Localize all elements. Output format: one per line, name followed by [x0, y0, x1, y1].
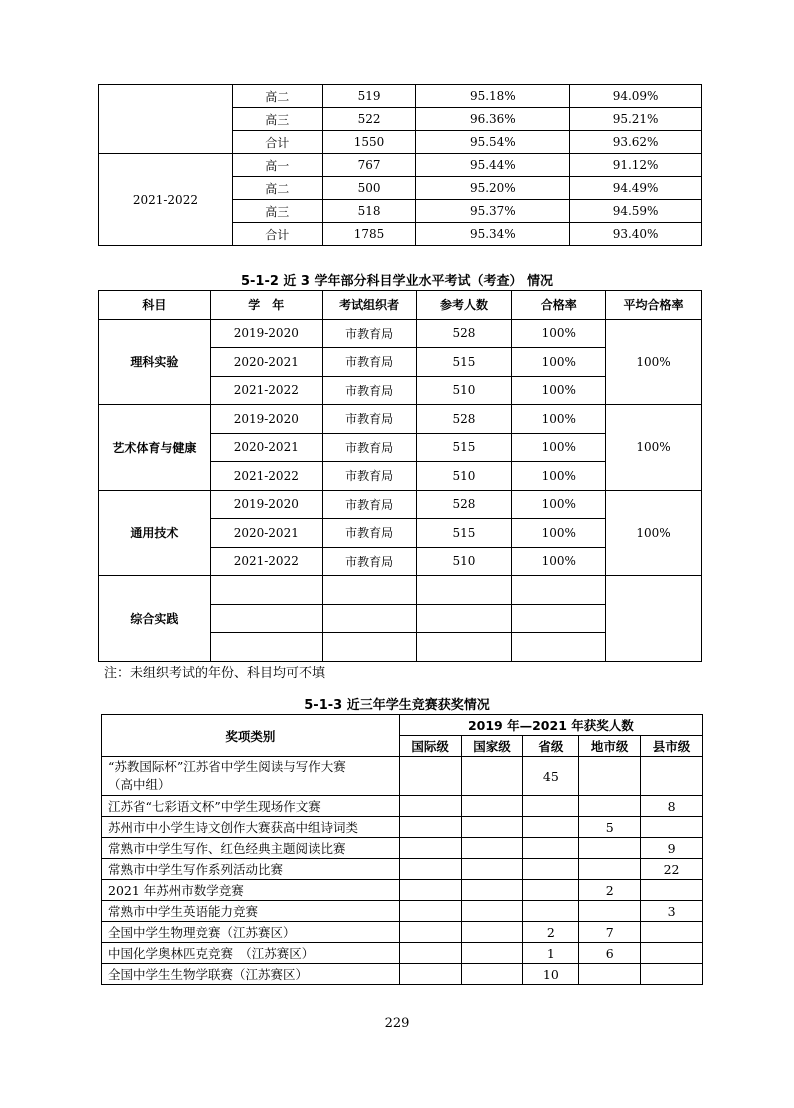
- table-row: 高三 522 96.36% 95.21%: [99, 108, 702, 131]
- award-name: 2021 年苏州市数学竞赛: [102, 880, 400, 901]
- table-row: 2021 年苏州市数学竞赛 2: [102, 880, 703, 901]
- award-name: 全国中学生物理竞赛（江苏赛区）: [102, 922, 400, 943]
- table-row: 2020-2021 市教育局 515 100%: [99, 348, 702, 377]
- table-header-row: 国际级 国家级 省级 地市级 县市级: [102, 736, 703, 757]
- table-row: 2021-2022 高一 767 95.44% 91.12%: [99, 154, 702, 177]
- award-name: “苏教国际杯”江苏省中学生阅读与写作大赛 （高中组）: [102, 757, 400, 796]
- avg-cell: [606, 576, 702, 662]
- award-name: 常熟市中学生英语能力竞赛: [102, 901, 400, 922]
- subject-cell: 综合实践: [99, 576, 211, 662]
- competition-awards-table: [101, 714, 703, 985]
- table-row: 2021-2022 市教育局 510 100%: [99, 547, 702, 576]
- avg-cell: 100%: [606, 319, 702, 405]
- table-row: 高二 519 95.18% 94.09%: [99, 85, 702, 108]
- table-row: 苏州市中小学生诗文创作大赛获高中组诗词类 5: [102, 817, 703, 838]
- subject-cell: 艺术体育与健康: [99, 405, 211, 491]
- table-row: 通用技术 2019-2020 市教育局 528 100% 100%: [99, 490, 702, 519]
- award-name: 全国中学生生物学联赛（江苏赛区）: [102, 964, 400, 985]
- avg-cell: 100%: [606, 405, 702, 491]
- table-row: 合计 1785 95.34% 93.40%: [99, 223, 702, 246]
- year-cell: [99, 85, 233, 154]
- table-row: 全国中学生物理竞赛（江苏赛区） 2 7: [102, 922, 703, 943]
- table-row: 理科实验 2019-2020 市教育局 528 100% 100%: [99, 319, 702, 348]
- category-header: 奖项类别: [102, 715, 400, 757]
- award-name: 苏州市中小学生诗文创作大赛获高中组诗词类: [102, 817, 400, 838]
- table-row: 2020-2021 市教育局 515 100%: [99, 519, 702, 548]
- table-row: 高三 518 95.37% 94.59%: [99, 200, 702, 223]
- table-row: 艺术体育与健康 2019-2020 市教育局 528 100% 100%: [99, 405, 702, 434]
- award-name: 常熟市中学生写作系列活动比赛: [102, 859, 400, 880]
- subject-cell: 理科实验: [99, 319, 211, 405]
- academic-exam-table: [98, 290, 702, 662]
- table-row: 常熟市中学生写作系列活动比赛 22: [102, 859, 703, 880]
- table2-caption: 5-1-2 近 3 学年部分科目学业水平考试（考查） 情况: [240, 274, 554, 289]
- subject-cell: 通用技术: [99, 490, 211, 576]
- table3-caption: 5-1-3 近三年学生竞赛获奖情况: [304, 698, 490, 713]
- table-row: [99, 576, 702, 605]
- award-name: 中国化学奥林匹克竞赛 （江苏赛区）: [102, 943, 400, 964]
- award-count-header: 2019 年—2021 年获奖人数: [399, 715, 702, 736]
- year-cell: 2021-2022: [99, 154, 233, 246]
- avg-cell: 100%: [606, 490, 702, 576]
- grade-pass-rate-table: [98, 84, 702, 246]
- table-row: 2021-2022 市教育局 510 100%: [99, 376, 702, 405]
- table-row: 常熟市中学生英语能力竞赛 3: [102, 901, 703, 922]
- table-row: “苏教国际杯”江苏省中学生阅读与写作大赛 （高中组） 45: [102, 757, 703, 796]
- table-row: 江苏省“七彩语文杯”中学生现场作文赛 8: [102, 796, 703, 817]
- table-row: 2020-2021 市教育局 515 100%: [99, 433, 702, 462]
- table-row: 2021-2022 市教育局 510 100%: [99, 462, 702, 491]
- table-header-row: [102, 715, 703, 736]
- table-header-row: 科目 学 年 考试组织者 参考人数 合格率 平均合格率: [99, 291, 702, 320]
- table-row: 全国中学生生物学联赛（江苏赛区） 10: [102, 964, 703, 985]
- table-row: 中国化学奥林匹克竞赛 （江苏赛区） 1 6: [102, 943, 703, 964]
- page-number: 229: [384, 1016, 410, 1031]
- award-name: 常熟市中学生写作、红色经典主题阅读比赛: [102, 838, 400, 859]
- table-row: 常熟市中学生写作、红色经典主题阅读比赛 9: [102, 838, 703, 859]
- table-row: 高二 500 95.20% 94.49%: [99, 177, 702, 200]
- table2-note: 注：未组织考试的年份、科目均可不填: [104, 666, 326, 681]
- award-name: 江苏省“七彩语文杯”中学生现场作文赛: [102, 796, 400, 817]
- table-row: 合计 1550 95.54% 93.62%: [99, 131, 702, 154]
